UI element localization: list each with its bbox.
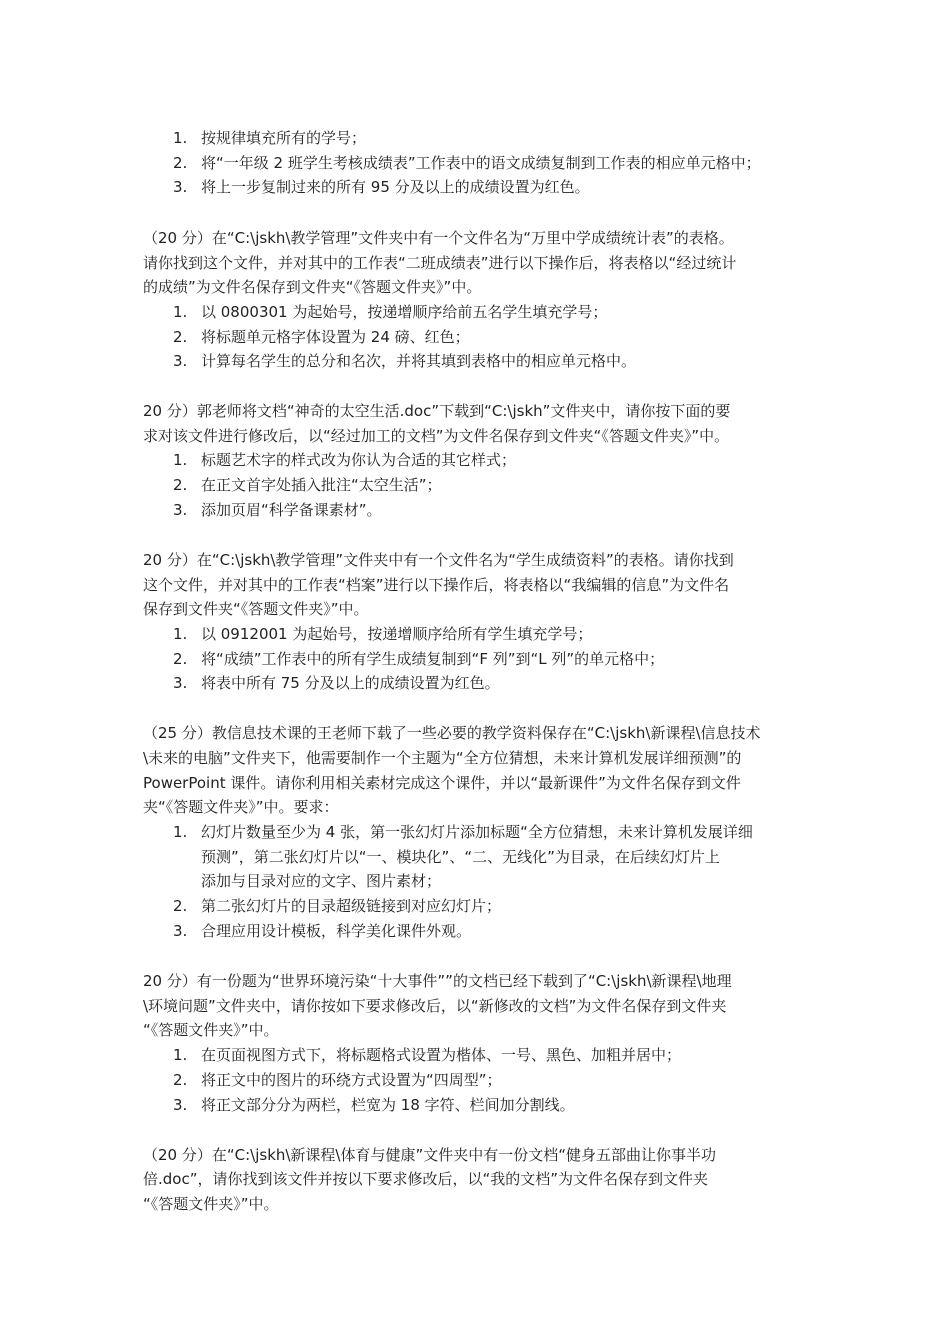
list-item-number: 3. (173, 352, 188, 370)
question-text: 保存到文件夹“《答题文件夹》”中。 (143, 600, 369, 618)
question-text: 请你找到这个文件，并对其中的工作表“二班成绩表”进行以下操作后，将表格以“经过统计 (143, 254, 737, 272)
list-item-text: 合理应用设计模板，科学美化课件外观。 (201, 922, 472, 940)
list-item-number: 2. (173, 897, 188, 915)
list-item-text: 将“一年级 2 班学生考核成绩表”工作表中的语文成绩复制到工作表的相应单元格中； (201, 154, 761, 172)
question-text: 求对该文件进行修改后，以“经过加工的文档”为文件名保存到文件夹“《答题文件夹》”中。 (143, 427, 730, 445)
question-text: “《答题文件夹》”中。 (143, 1195, 279, 1213)
list-item-text: 以 0912001 为起始号，按递增顺序给所有学生填充学号； (201, 625, 593, 643)
list-item-text: 在页面视图方式下，将标题格式设置为楷体、一号、黑色、加粗并居中； (201, 1046, 682, 1064)
list-item-text: 将表中所有 75 分及以上的成绩设置为红色。 (201, 674, 500, 692)
question-text: 20 分）有一份题为“世界环境污染“十大事件””的文档已经下载到了“C:\jskh\新课程\地理 (143, 972, 732, 990)
list-item-text: 添加与目录对应的文字、图片素材； (201, 872, 442, 890)
list-item-number: 3. (173, 178, 188, 196)
list-item-text: 在正文首字处插入批注“太空生活”； (201, 476, 442, 494)
question-text: “《答题文件夹》”中。 (143, 1021, 279, 1039)
list-item-number: 2. (173, 154, 188, 172)
list-item-number: 2. (173, 476, 188, 494)
list-item-number: 1. (173, 129, 188, 147)
list-item-number: 3. (173, 674, 188, 692)
question-text: 这个文件，并对其中的工作表“档案”进行以下操作后，将表格以“我编辑的信息”为文件名 (143, 576, 730, 594)
list-item-number: 2. (173, 328, 188, 346)
question-text: \环境问题”文件夹中，请你按如下要求修改后，以“新修改的文档”为文件名保存到文件夹 (143, 997, 727, 1015)
list-item-number: 3. (173, 1096, 188, 1114)
list-item-text: 将“成绩”工作表中的所有学生成绩复制到“F 列”到“L 列”的单元格中； (201, 650, 665, 668)
question-text: \未来的电脑”文件夹下，他需要制作一个主题为“全方位猜想，未来计算机发展详细预测”的 (143, 749, 742, 767)
list-item-number: 3. (173, 922, 188, 940)
question-text: （25 分）教信息技术课的王老师下载了一些必要的教学资料保存在“C:\jskh\新课程\信息技术 (143, 724, 761, 742)
question-text: 20 分）在“C:\jskh\教学管理”文件夹中有一个文件名为“学生成绩资料”的表格。请你找到 (143, 551, 734, 569)
question-text: PowerPoint 课件。请你利用相关素材完成这个课件，并以“最新课件”为文件名保存到文件 (143, 774, 741, 792)
list-item-number: 1. (173, 303, 188, 321)
list-item-number: 1. (173, 823, 188, 841)
list-item-number: 2. (173, 1071, 188, 1089)
list-item-text: 按规律填充所有的学号； (201, 129, 367, 147)
list-item-number: 1. (173, 625, 188, 643)
list-item-number: 1. (173, 451, 188, 469)
list-item-text: 以 0800301 为起始号，按递增顺序给前五名学生填充学号； (201, 303, 608, 321)
question-text: 倍.doc”，请你找到该文件并按以下要求修改后，以“我的文档”为文件名保存到文件夹 (143, 1170, 709, 1188)
list-item-text: 添加页眉“科学备课素材”。 (201, 501, 382, 519)
list-item-text: 预测”，第二张幻灯片以“一、模块化”、“二、无线化”为目录，在后续幻灯片上 (201, 848, 720, 866)
list-item-number: 1. (173, 1046, 188, 1064)
list-item-text: 将上一步复制过来的所有 95 分及以上的成绩设置为红色。 (201, 178, 590, 196)
list-item-text: 幻灯片数量至少为 4 张，第一张幻灯片添加标题“全方位猜想，未来计算机发展详细 (201, 823, 753, 841)
question-text: 20 分）郭老师将文档“神奇的太空生活.doc”下载到“C:\jskh”文件夹中，请你按下面的要 (143, 402, 731, 420)
list-item-text: 将标题单元格字体设置为 24 磅、红色； (201, 328, 470, 346)
question-text: （20 分）在“C:\jskh\教学管理”文件夹中有一个文件名为“万里中学成绩统计表”的表格。 (143, 229, 734, 247)
list-item-text: 第二张幻灯片的目录超级链接到对应幻灯片； (201, 897, 502, 915)
question-text: 的成绩”为文件名保存到文件夹“《答题文件夹》”中。 (143, 278, 482, 296)
question-text: 夹“《答题文件夹》”中。要求： (143, 798, 339, 816)
list-item-text: 将正文部分分为两栏，栏宽为 18 字符、栏间加分割线。 (201, 1096, 575, 1114)
list-item-text: 将正文中的图片的环绕方式设置为“四周型”； (201, 1071, 502, 1089)
list-item-text: 标题艺术字的样式改为你认为合适的其它样式； (201, 451, 517, 469)
list-item-number: 2. (173, 650, 188, 668)
list-item-text: 计算每名学生的总分和名次，并将其填到表格中的相应单元格中。 (201, 352, 637, 370)
question-text: （20 分）在“C:\jskh\新课程\体育与健康”文件夹中有一份文档“健身五部曲让你事半功 (143, 1146, 717, 1164)
list-item-number: 3. (173, 501, 188, 519)
